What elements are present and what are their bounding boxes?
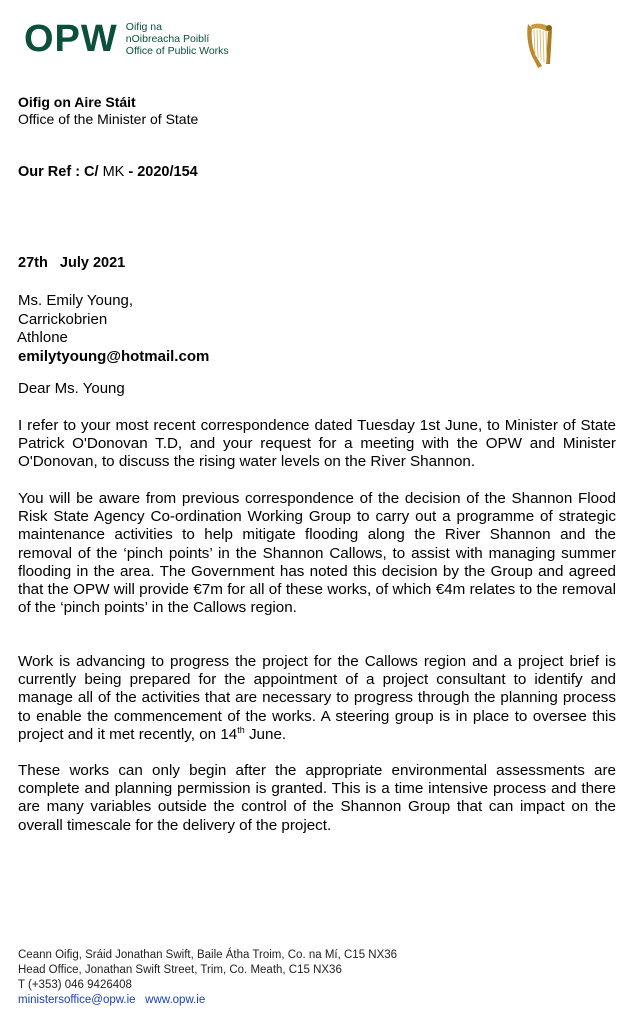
letter-date: 27th July 2021 [18, 255, 126, 271]
logo-line-1: Oifig na [125, 21, 162, 33]
footer-address-english: Head Office, Jonathan Swift Street, Trim, Co. Meath, C15 NX36 [18, 964, 342, 976]
harp-emblem-icon [522, 20, 556, 72]
salutation: Dear Ms. Young [18, 380, 125, 397]
paragraph-1: I refer to your most recent correspondence dated Tuesday 1st June, to Minister of State Patrick O'Donovan T.D, and your request for a meeting with the OPW and Minister O'Donovan, to discuss the rising water levels on the River Shannon. [18, 417, 616, 471]
logo-wordmark: OPW [24, 18, 118, 60]
recipient-name: Ms. Emily Young, [18, 292, 134, 309]
logo-line-3: Office of Public Works [125, 45, 229, 57]
logo-subtitle [126, 21, 229, 57]
ref-initials: MK [98, 164, 125, 180]
opw-logo [24, 20, 229, 58]
footer-email-link[interactable]: ministersoffice@opw.ie [18, 994, 136, 1006]
recipient-address [18, 292, 209, 366]
footer-address-irish: Ceann Oifig, Sráid Jonathan Swift, Baile Átha Troim, Co. na Mí, C15 NX36 [18, 949, 398, 961]
footer [18, 948, 397, 1008]
paragraph-2: You will be aware from previous correspondence of the decision of the Shannon Flood Risk State Agency Co-ordination Working Group to carry out a programme of strategic maintenance activities to help mitigate flooding along the River Shannon and the removal of the ‘pinch points’ in the Shannon Callows, to assist with managing summer flooding in the area. The Government has noted this decision by the Group and agreed that the OPW will provide €7m for all of these works, of which €4m relates to the removal of the ‘pinch points’ in the Callows region. [18, 490, 616, 617]
paragraph-4: These works can only begin after the appropriate environmental assessments are complete and planning permission is granted. This is a time intensive process and there are many variables outside the control of the Shannon Group that can impact on the overall timescale for the delivery of the project. [18, 762, 616, 834]
ref-label: Our Ref : C/ [18, 164, 99, 180]
paragraph-3-end: June. [244, 725, 287, 743]
reference [18, 164, 198, 181]
ref-number: - 2020/154 [124, 164, 198, 180]
office-english: Office of the Minister of State [18, 111, 199, 127]
paragraph-3 [18, 653, 616, 744]
address-line-1: Carrickobrien [18, 310, 108, 328]
recipient-email: emilytyoung@hotmail.com [18, 347, 210, 365]
address-line-2: Athlone [17, 329, 68, 346]
footer-contacts [18, 993, 397, 1008]
logo-line-2: nOibreacha Poiblí [125, 33, 210, 45]
footer-phone: T (+353) 046 9426408 [18, 979, 132, 991]
office-irish: Oifig on Aire Stáit [18, 94, 136, 110]
footer-website-link[interactable]: www.opw.ie [145, 994, 206, 1006]
date-suffix: th [237, 724, 245, 735]
paragraph-3-text: Work is advancing to progress the project for the Callows region and a project brief is currently being prepared for the appointment of a project consultant to identify and manage all of the activities that are necessary to progress through the planning process to enable the commencement of the works. A steering group is in place to oversee this project and it met recently, on 14 [18, 653, 616, 743]
